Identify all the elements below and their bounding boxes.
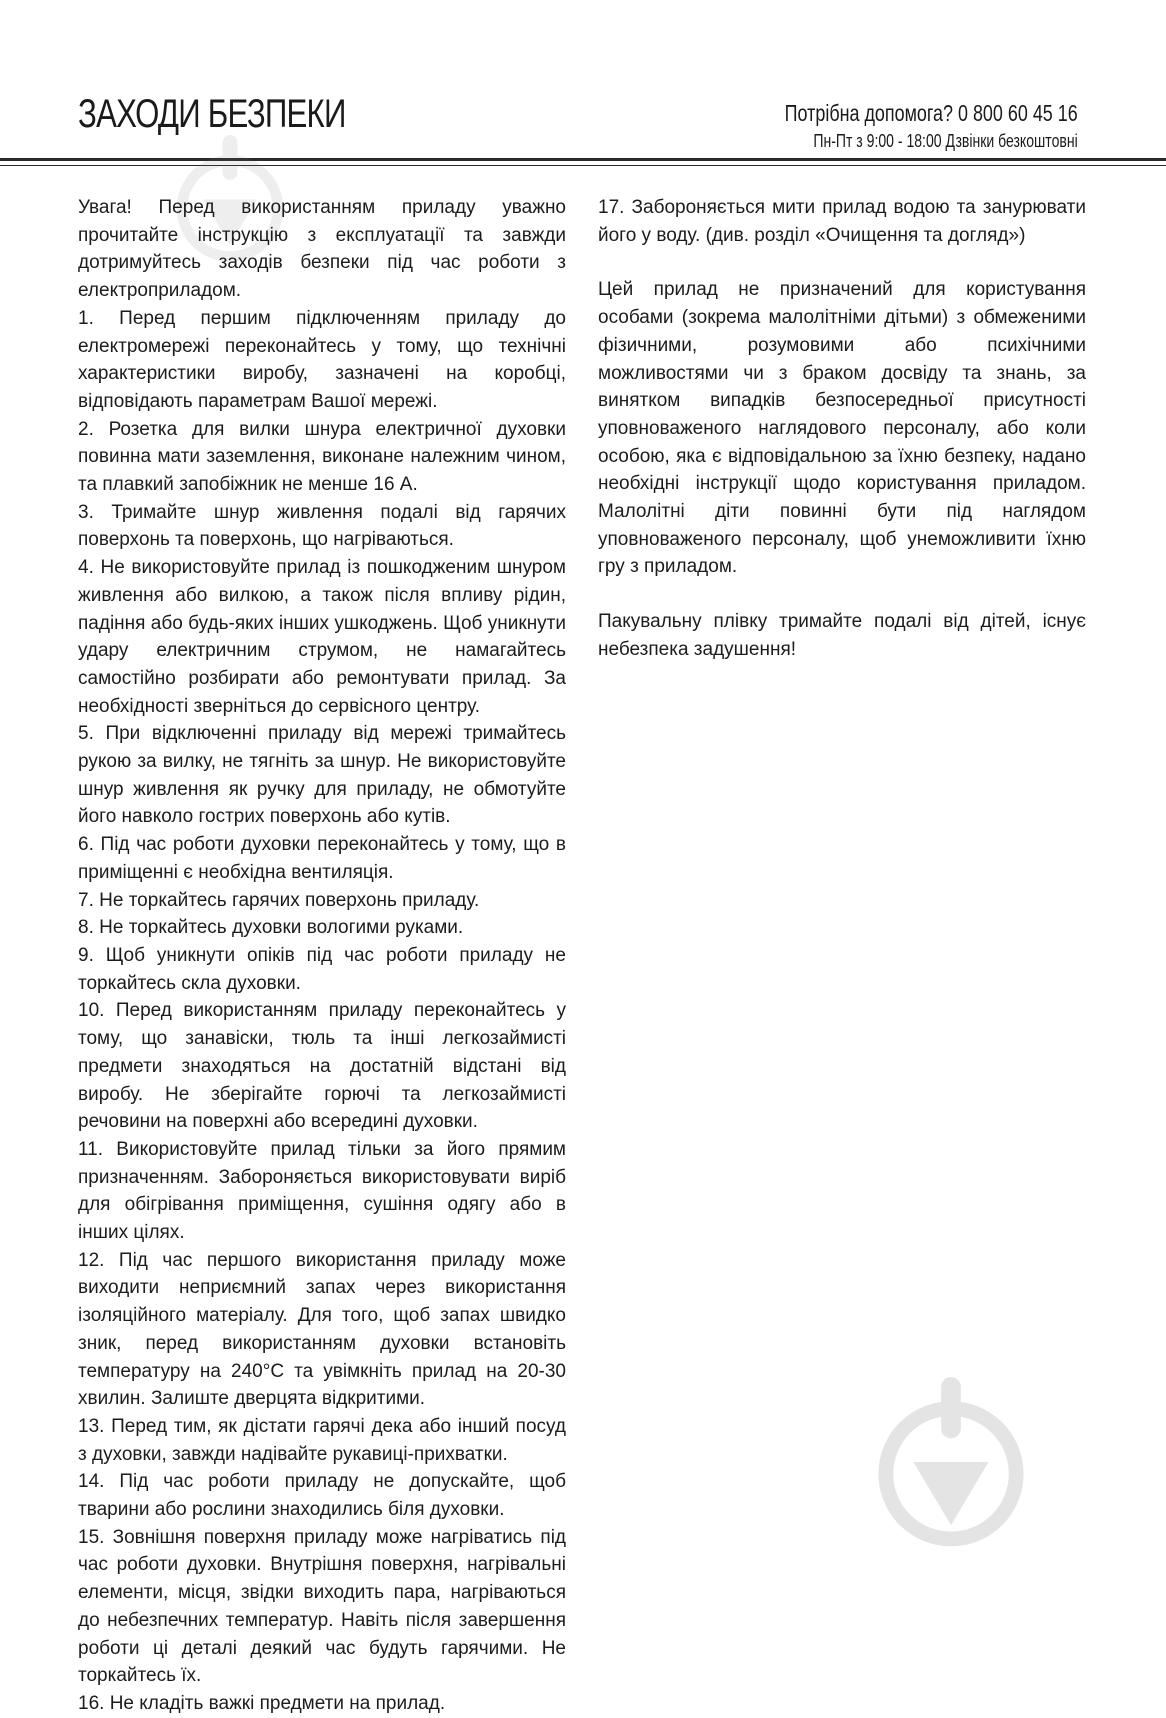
rule-item: 11. Використовуйте прилад тільки за його прямим призначенням. Забороняється використовувати виріб для обігрівання приміщення, сушіння одягу або в інших цілях.	[78, 1138, 566, 1244]
rule-item: 14. Під час роботи приладу не допускайте, щоб тварини або рослини знаходились біля духовки.	[78, 1471, 566, 1521]
help-hours: Пн-Пт з 9:00 - 18:00 Дзвінки безкоштовні	[813, 131, 1078, 151]
supervision-paragraph: Цей прилад не призначений для користування особами (зокрема малолітніми дітьми) з обмеженими фізичними, розумовими або психічними можливостями чи з браком досвіду та знань, за винятком випадків безпосередньої присутності уповноваженого наглядового персоналу, або коли особою, яка є відповідальною за їхню безпеку, надано необхідні інструкції щодо користування приладом. Малолітні діти повинні бути під наглядом уповноваженого персоналу, щоб унеможливити їхню гру з приладом.	[598, 279, 1086, 578]
rule-item: 7. Не торкайтесь гарячих поверхонь приладу.	[78, 889, 480, 911]
brand-watermark-icon	[872, 1370, 1030, 1550]
right-column	[598, 194, 1086, 664]
rule-item: 4. Не використовуйте прилад із пошкодженим шнуром живлення або вилкою, а також після впливу рідин, падіння або будь-яких інших ушкоджень. Щоб уникнути удару електричним струмом, не намагайтесь самостійно розбирати або ремонтувати прилад. За необхідності зверніться до сервісного центру.	[78, 557, 566, 717]
rule-item: 8. Не торкайтесь духовки вологими руками.	[78, 917, 464, 939]
rule-item: 3. Тримайте шнур живлення подалі від гарячих поверхонь та поверхонь, що нагріваються.	[78, 501, 566, 551]
page-title: ЗАХОДИ БЕЗПЕКИ	[78, 92, 346, 136]
rule-item: 10. Перед використанням приладу переконайтесь у тому, що занавіски, тюль та інші легкозаймисті предмети знаходяться на достатній відстані від виробу. Не зберігайте горючі та легкозаймисті речовини на поверхні або всередині духовки.	[78, 1000, 566, 1133]
rule-item: 2. Розетка для вилки шнура електричної духовки повинна мати заземлення, виконане належним чином, та плавкий запобіжник не менше 16 А.	[78, 418, 566, 496]
rule-item: 1. Перед першим підключенням приладу до електромережі переконайтесь у тому, що технічні характеристики виробу, зазначені на коробці, відповідають параметрам Вашої мережі.	[78, 307, 566, 412]
rule-item: 12. Під час першого використання приладу може виходити неприємний запах через використання ізоляційного матеріалу. Для того, щоб запах швидко зник, перед використанням духовки встановіть температуру на 240°С та увімкніть прилад на 20-30 хвилин. Залиште дверцята відкритими.	[78, 1249, 566, 1410]
help-block	[702, 98, 1078, 154]
rule-item: 6. Під час роботи духовки переконайтесь у тому, що в приміщенні є необхідна вентиляція.	[78, 834, 566, 883]
intro-paragraph: Увага! Перед використанням приладу уважно прочитайте інструкцію з експлуатації та завжди дотримуйтесь заходів безпеки під час роботи з електроприладом.	[78, 197, 566, 302]
rule-item: 15. Зовнішня поверхня приладу може нагріватись під час роботи духовки. Внутрішня поверхня, нагрівальні елементи, місця, звідки виходить пара, нагріваються до небезпечних температур. Навіть після завершення роботи ці деталі деякий час будуть гарячими. Не торкайтесь їх.	[78, 1526, 566, 1687]
rule-item: 13. Перед тим, як дістати гарячі дека або інший посуд з духовки, завжди надівайте рукавиці-прихватки.	[78, 1415, 566, 1465]
packaging-warning: Пакувальну плівку тримайте подалі від дітей, існує небезпека задушення!	[598, 611, 1086, 660]
rule-item: 5. При відключенні приладу від мережі тримайтесь рукою за вилку, не тягніть за шнур. Не використовуйте шнур живлення як ручку для приладу, не обмотуйте його навколо гострих поверхонь або кутів.	[78, 723, 566, 828]
rule-item: 16. Не кладіть важкі предмети на прилад.	[78, 1692, 446, 1714]
left-column	[78, 194, 566, 1718]
rule-item: 17. Забороняється мити прилад водою та занурювати його у воду. (див. розділ «Очищення та догляд»)	[598, 197, 1086, 246]
help-phone: Потрібна допомога? 0 800 60 45 16	[784, 100, 1078, 126]
rule-item: 9. Щоб уникнути опіків під час роботи приладу не торкайтесь скла духовки.	[78, 944, 566, 994]
